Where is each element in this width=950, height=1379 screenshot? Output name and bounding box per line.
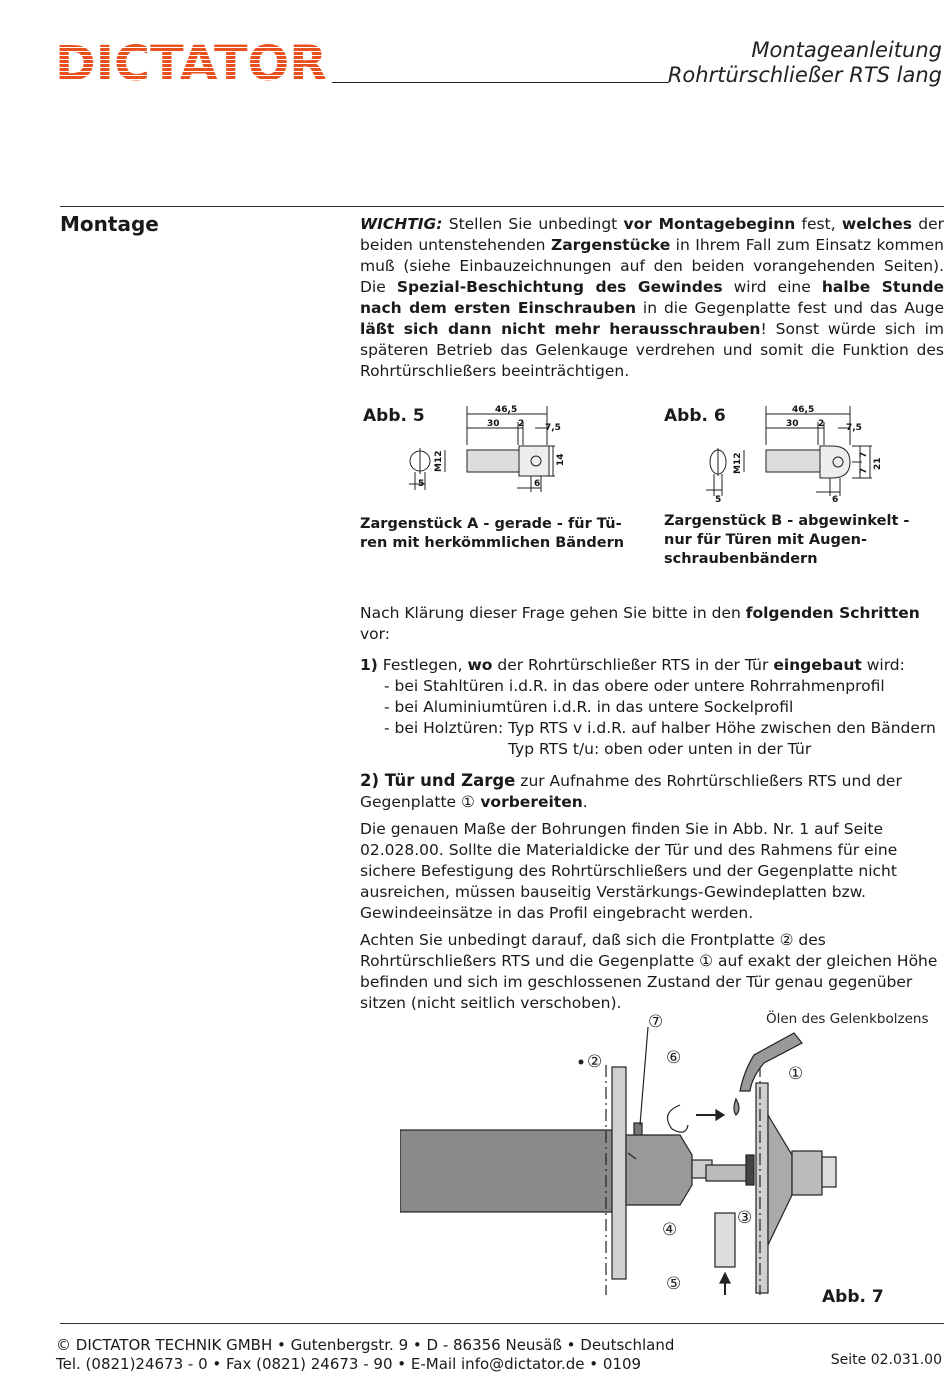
header-rule [332, 82, 669, 83]
steps-block [360, 603, 944, 1014]
step-2 [360, 770, 944, 813]
fig5-caption [360, 515, 624, 553]
text: wird: [861, 656, 905, 674]
marker-1: ① [788, 1064, 804, 1084]
page-number: Seite 02.031.00 [830, 1352, 942, 1368]
intro-text: ! Sonst würde sich im späteren Betrieb das Gelenkauge verdrehen und somit die Funktion des Rohrtürschließers beeinträchtigen. [360, 320, 944, 380]
drill-paragraph: Die genauen Maße der Bohrungen finden Sie in Abb. Nr. 1 auf Seite 02.028.00. Sollte die Materialdicke der Tür und des Rahmens für eine sichere Befestigung des Rohrtürschließers und der Gegenplatte nicht ausreichen, müssen bauseitig Verstärkungs-Gewindeplatten bzw. Gewindeeinsätze in das Profil eingebracht werden. [360, 820, 898, 922]
text: zur Aufnahme des Rohrtürschließers RTS und der Gegenplatte [360, 772, 902, 811]
intro-text: der beiden untenstehenden [360, 215, 944, 254]
title-line-2: Rohrtürschließer RTS lang [667, 63, 942, 87]
dictator-logo [55, 40, 330, 86]
dim-text: 2 [518, 419, 525, 429]
bullet-dot [579, 1060, 584, 1065]
intro-text: fest, [795, 215, 842, 233]
dim-text: 6 [534, 479, 541, 489]
list-item: - bei Stahltüren i.d.R. in das obere oder untere Rohrrahmenprofil [384, 677, 885, 695]
footer-rule [60, 1323, 944, 1324]
dim-text: 7 [859, 451, 869, 458]
dim-text: 7 [859, 467, 869, 474]
marker-3: ③ [737, 1208, 753, 1228]
intro-bold: läßt sich dann nicht mehr herausschrauben [360, 320, 761, 338]
dim-text: 5 [418, 479, 425, 489]
dim-text: M12 [434, 450, 444, 472]
intro-text: wird eine [722, 278, 822, 296]
intro-bold: vor Montagebeginn [623, 215, 796, 233]
section-title: Montage [60, 212, 159, 236]
intro-text: in Ihrem Fall zum Einsatz kommen muß (siehe Einbauzeichnungen auf den beiden vorangehenden Seiten). Die [360, 236, 945, 296]
dim-text: 30 [487, 419, 500, 429]
text: Nach Klärung dieser Frage gehen Sie bitte in den [360, 604, 746, 622]
dim-text: 14 [556, 453, 566, 466]
section-rule [60, 206, 944, 207]
footer-address: © DICTATOR TECHNIK GMBH • Gutenbergstr. 9 • D - 86356 Neusäß • Deutschland [56, 1336, 675, 1354]
dim-text: M12 [733, 452, 743, 474]
list-item: - bei Aluminiumtüren i.d.R. in das untere Sockelprofil [384, 698, 794, 716]
marker-5: ⑤ [666, 1274, 682, 1294]
logo-text: DICTATOR [55, 40, 327, 86]
fig5-label: Abb. 5 [363, 406, 425, 426]
text: vor: [360, 625, 390, 643]
title-line-1: Montageanleitung [751, 38, 942, 62]
marker-7: ⑦ [648, 1012, 664, 1032]
text: . [582, 793, 588, 811]
important-label: WICHTIG: [360, 215, 443, 233]
dim-text: 5 [715, 495, 722, 505]
dim-text: 46,5 [792, 405, 815, 415]
oil-note: Ölen des Gelenkbolzens [766, 1011, 929, 1027]
caption-line: Zargenstück B - abgewinkelt - [664, 513, 910, 529]
text-bold: eingebaut [773, 656, 862, 674]
step-1 [360, 655, 944, 676]
steps-lead [360, 603, 944, 645]
dim-text: 6 [832, 495, 839, 505]
marker-6: ⑥ [666, 1048, 682, 1068]
fig7-label: Abb. 7 [822, 1287, 884, 1307]
document-title [668, 38, 942, 88]
dim-text: 7,5 [545, 423, 561, 433]
intro-text: in die Gegenplatte fest und das Auge [636, 299, 944, 317]
intro-paragraph [360, 214, 944, 382]
text: der Rohrtürschließer RTS in der Tür [492, 656, 774, 674]
fig5-drawing [405, 400, 575, 500]
dim-text: 30 [786, 419, 799, 429]
dim-text: 46,5 [495, 405, 518, 415]
dim-text: 21 [873, 457, 883, 470]
step-number: 1) [360, 656, 378, 674]
footer-contact: Tel. (0821)24673 - 0 • Fax (0821) 24673 - 90 • E-Mail info@dictator.de • 0109 [56, 1355, 642, 1373]
step-heading: 2) Tür und Zarge [360, 771, 516, 790]
list-item-continuation: Typ RTS t/u: oben oder unten in der Tür [508, 740, 812, 758]
marker-2: ② [587, 1052, 603, 1072]
caption-line: ren mit herkömmlichen Bändern [360, 535, 625, 551]
intro-text: Stellen Sie unbedingt [442, 215, 624, 233]
caption-line: Zargenstück A - gerade - für Tü- [360, 516, 622, 532]
intro-bold: Spezial-Beschichtung des Gewindes [396, 278, 723, 296]
alignment-paragraph: Achten Sie unbedingt darauf, daß sich die Frontplatte ② des Rohrtürschließers RTS und die Gegenplatte ① auf exakt der gleichen Höhe befinden und sich im geschlossenen Zustand der Tür genau gegenüber sitzen (nicht seitlich verschoben). [360, 931, 938, 1012]
caption-line: schraubenbändern [664, 551, 818, 567]
fig6-label: Abb. 6 [664, 406, 726, 426]
fig6-drawing [700, 400, 890, 505]
intro-bold: halbe Stunde nach dem ersten Einschrauben [360, 278, 944, 317]
text: Festlegen, [377, 656, 468, 674]
fig6-caption [664, 512, 909, 569]
text-bold: wo [467, 656, 493, 674]
intro-bold: welches [841, 215, 912, 233]
fig7-drawing [400, 1005, 944, 1315]
text-bold: vorbereiten [474, 793, 583, 811]
dim-text: 7,5 [846, 423, 862, 433]
text-bold: folgenden Schritten [745, 604, 920, 622]
dim-text: 2 [818, 419, 825, 429]
caption-line: nur für Türen mit Augen- [664, 532, 868, 548]
marker-4: ④ [662, 1220, 678, 1240]
intro-bold: Zargenstücke [550, 236, 671, 254]
marker: ① [461, 793, 475, 811]
list-item: - bei Holztüren: Typ RTS v i.d.R. auf halber Höhe zwischen den Bändern [384, 719, 936, 737]
